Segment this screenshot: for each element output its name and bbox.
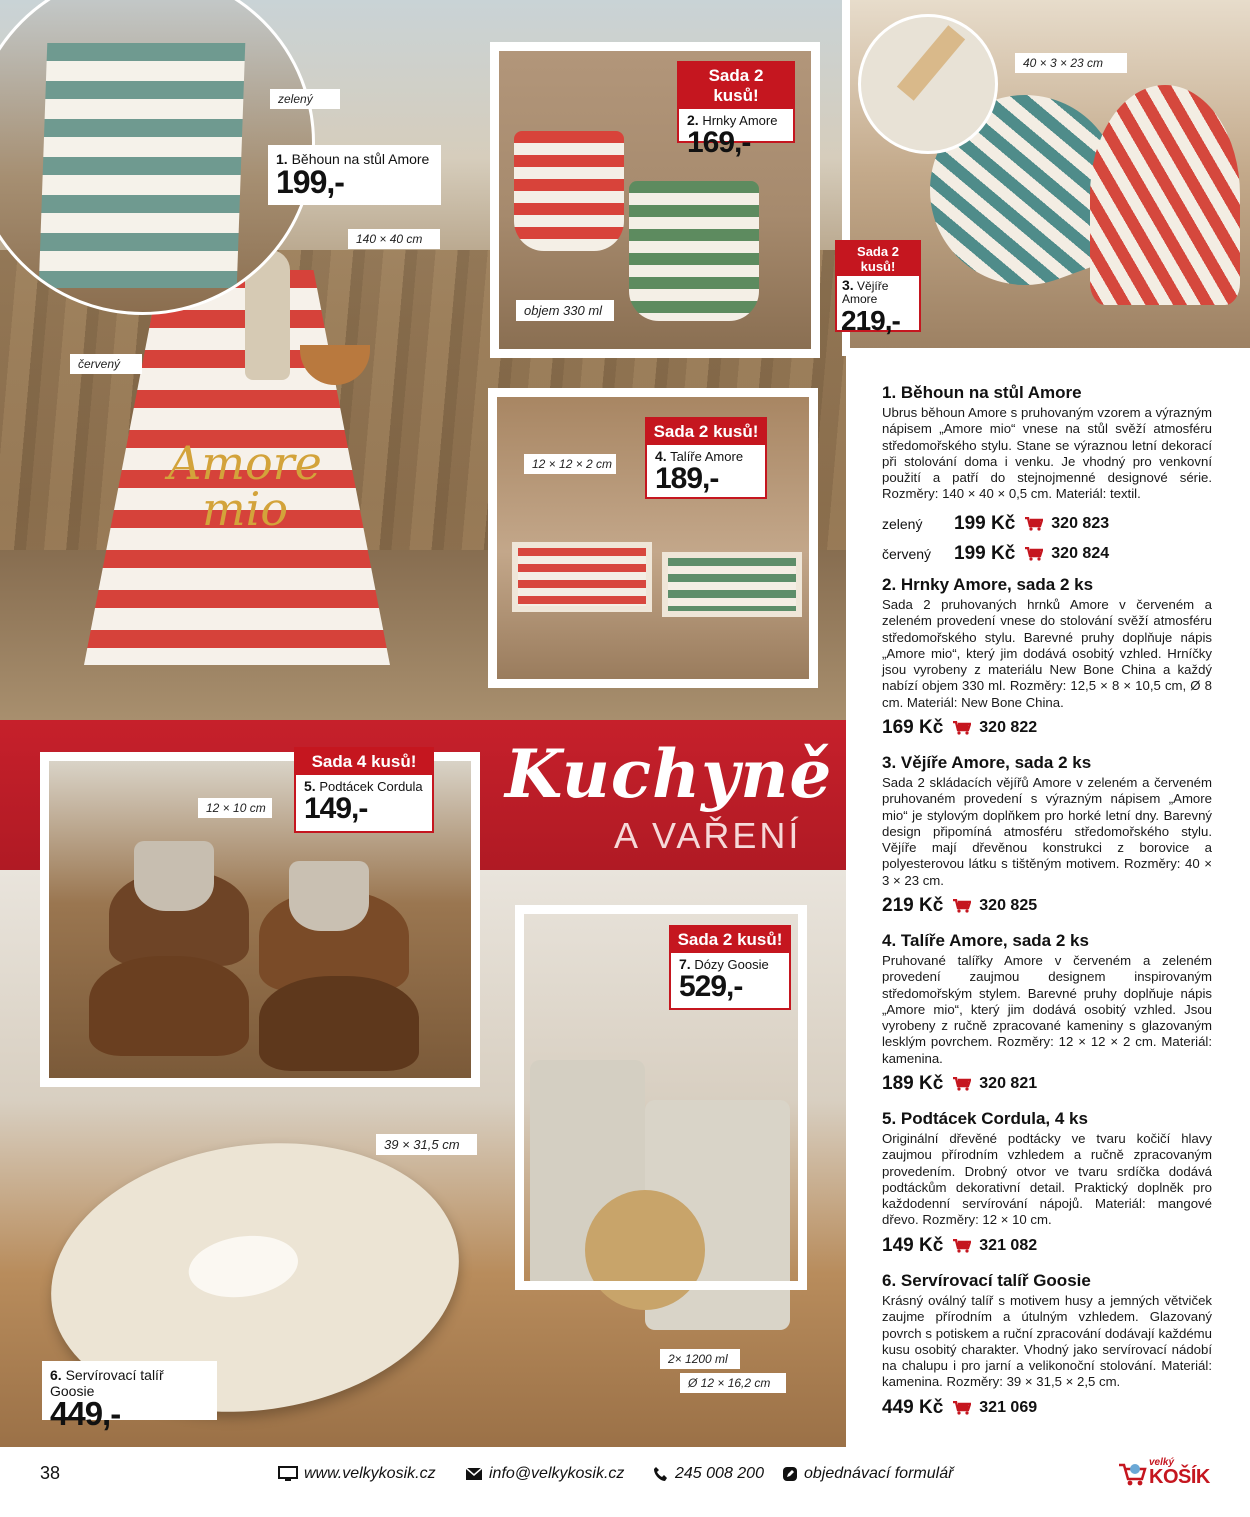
label-coaster-dimensions: 12 × 10 cm	[198, 798, 272, 818]
tag-name	[837, 276, 919, 306]
tag-number: 3.	[842, 277, 854, 293]
red-mug-image	[514, 131, 624, 251]
product-code: 320 821	[979, 1075, 1038, 1093]
envelope-icon	[465, 1467, 483, 1481]
green-mug-image	[629, 181, 759, 321]
variant-label: zelený	[882, 515, 923, 532]
product-description: Sada 2 pruhovaných hrnků Amore v červeném a zeleném provedení vnese do stolování svěží atmosféru středomořského stylu. Barevné pruhy doplňuje nápis „Amore mio“, který jim dodává osobitý vzhled. Hrníčky jsou vyrobeny z materiálu New Bone China a každý nabízí objem 330 ml. Rozměry: 12,5 × 8 × 10,5 cm, Ø 8 cm. Materiál: New Bone China.	[882, 597, 1212, 710]
product-price: 449 Kč	[882, 1396, 944, 1418]
page-number: 38	[40, 1463, 61, 1483]
tag-price: 199,-	[276, 164, 344, 200]
price-row	[882, 1397, 1212, 1419]
tag-set-badge: Sada 2 kusů!	[837, 242, 919, 276]
variant-price: 199 Kč	[954, 542, 1016, 564]
label-tray-dimensions: 39 × 31,5 cm	[376, 1134, 477, 1155]
product-code: 320 824	[1051, 544, 1110, 562]
footer-order-form-link[interactable]	[782, 1465, 953, 1483]
product-title: 3. Vějíře Amore, sada 2 ks	[882, 753, 1092, 772]
price-tag-fans	[835, 240, 921, 336]
price-tag-jars	[669, 925, 791, 1010]
pencil-icon	[782, 1466, 798, 1482]
price-row	[882, 1235, 1212, 1257]
goose-motif	[185, 1229, 302, 1304]
label-jar-dimensions: Ø 12 × 16,2 cm	[680, 1373, 786, 1393]
footer-email-link[interactable]	[465, 1465, 624, 1483]
variant-row-green	[882, 513, 1212, 535]
price-tag-plates	[645, 417, 767, 499]
folded-fans-inset	[858, 14, 998, 154]
label-runner-dimensions: 140 × 40 cm	[348, 229, 440, 249]
product-6-block	[882, 1271, 1212, 1419]
product-4-block	[882, 931, 1212, 1095]
tag-price: 189,-	[655, 462, 719, 495]
tag-name	[42, 1361, 217, 1399]
product-price: 189 Kč	[882, 1073, 944, 1095]
coaster-image-3	[89, 956, 249, 1056]
product-title: 1. Běhoun na stůl Amore	[882, 383, 1082, 402]
cart-icon[interactable]	[953, 1401, 971, 1415]
product-description: Pruhované talířky Amore v červeném a zeleném provedení zaujmou designem inspirovaným středomořským stylem. Barevné pruhy doplňuje nápis „Amore mio“, který jim dodává osobitý vzhled. Jsou vyrobeny z ručně zpracované kameniny s glazovaným lesklým povrchem. Rozměry: 12 × 12 × 2 cm. Materiál: kamenina.	[882, 953, 1212, 1066]
tag-number: 4.	[655, 448, 667, 464]
tag-price: 169,-	[687, 126, 751, 159]
product-title: 5. Podtácek Cordula, 4 ks	[882, 1109, 1088, 1128]
tag-number: 5.	[304, 778, 316, 794]
footer-phone-text: 245 008 200	[675, 1465, 764, 1482]
product-price: 169 Kč	[882, 717, 944, 739]
red-plate-image	[512, 542, 652, 612]
product-5-block	[882, 1109, 1212, 1257]
label-red: červený	[70, 354, 142, 374]
cart-icon[interactable]	[1025, 517, 1043, 531]
variant-row-red	[882, 543, 1212, 565]
tag-product-name: Dózy Goosie	[694, 957, 769, 972]
label-green: zelený	[270, 89, 340, 109]
basket-logo-icon	[1117, 1459, 1147, 1487]
product-description: Krásný oválný talíř s motivem husy a jemných větviček zaujme přírodním a útulným vzhledem. Glazovaný povrch s potiskem a ruční zpracování dodávají každému kusu osobitý charakter. Vhodný jako servírovací nádobí na chalupu i pro jarní a velikonoční stolování. Materiál: kamenina. Rozměry: 39 × 31,5 × 2,5 cm.	[882, 1293, 1212, 1390]
cart-icon[interactable]	[953, 899, 971, 913]
price-tag-runner	[268, 145, 441, 205]
price-tag-mugs	[677, 61, 795, 159]
cart-icon[interactable]	[953, 721, 971, 735]
product-code: 320 823	[1051, 514, 1110, 532]
tag-product-name: Servírovací talíř Goosie	[50, 1367, 164, 1399]
footer-order-form-text: objednávací formulář	[804, 1465, 954, 1482]
logo-small-text: velký	[1149, 1457, 1175, 1468]
footer-web-link[interactable]	[278, 1465, 436, 1483]
tag-price: 449,-	[50, 1395, 121, 1432]
phone-icon	[653, 1466, 669, 1482]
footer	[0, 1447, 1250, 1517]
product-price: 149 Kč	[882, 1234, 944, 1256]
tag-number: 7.	[679, 956, 691, 972]
cart-icon[interactable]	[1025, 547, 1043, 561]
tag-set-badge: Sada 2 kusů!	[679, 63, 793, 109]
runner-script-line-1: Amore	[168, 436, 322, 490]
green-plate-image	[662, 552, 802, 617]
tag-product-name: Hrnky Amore	[702, 113, 778, 128]
cart-icon[interactable]	[953, 1239, 971, 1253]
product-code: 320 825	[979, 897, 1038, 915]
tag-product-name: Vějíře Amore	[842, 279, 889, 306]
runner-script-line-2: mio	[201, 482, 289, 536]
coaster-image-4	[259, 976, 419, 1071]
cart-icon[interactable]	[953, 1077, 971, 1091]
banner-subtitle: A VAŘENÍ	[614, 815, 802, 856]
tag-price: 529,-	[679, 970, 743, 1003]
variant-label: červený	[882, 545, 932, 562]
label-jar-volume: 2× 1200 ml	[660, 1349, 740, 1369]
label-mug-volume: objem 330 ml	[516, 300, 614, 321]
red-fan-image	[1090, 85, 1240, 305]
tag-number: 6.	[50, 1367, 62, 1383]
price-row	[882, 895, 1212, 917]
product-3-block	[882, 753, 1212, 917]
monitor-icon	[278, 1466, 298, 1482]
banner-title: Kuchyně	[505, 735, 833, 813]
runner-script-text	[150, 436, 340, 536]
tag-set-badge: Sada 2 kusů!	[647, 419, 765, 445]
price-tag-tray	[42, 1361, 217, 1432]
tag-product-name: Podtácek Cordula	[319, 779, 423, 794]
tag-number: 2.	[687, 112, 699, 128]
product-title: 4. Talíře Amore, sada 2 ks	[882, 931, 1089, 950]
label-fan-dimensions: 40 × 3 × 23 cm	[1015, 53, 1127, 73]
tag-price: 219,-	[841, 305, 900, 336]
product-description: Ubrus běhoun Amore s pruhovaným vzorem a výrazným nápisem „Amore mio“ vnese na stůl svěží atmosféru středomořského stylu. Stane se výraznou letní dekorací při stolování doma i venku. Je vhodný pro venkovní použití a patří do stejnojmenné designové série. Rozměry: 140 × 40 × 0,5 cm. Materiál: textil.	[882, 405, 1212, 502]
product-code: 321 082	[979, 1236, 1038, 1254]
product-1-block	[882, 383, 1212, 565]
cup-image-2	[289, 861, 369, 931]
tag-price: 149,-	[304, 792, 368, 825]
price-row	[882, 1073, 1212, 1095]
folded-fan-image	[897, 25, 965, 100]
product-description: Originální dřevěné podtácky ve tvaru kočičí hlavy zaujmou přírodním vzhledem a ručně zpracovaným provedením. Drobný otvor ve tvaru srdíčka dodává podtáckům dekorativní detail. Praktický doplněk pro každodenní servírování nápojů. Materiál: mangové dřevo. Rozměry: 12 × 10 cm.	[882, 1131, 1212, 1228]
price-row	[882, 717, 1212, 739]
tag-set-badge: Sada 2 kusů!	[671, 927, 789, 953]
variant-price: 199 Kč	[954, 512, 1016, 534]
product-description: Sada 2 skládacích vějířů Amore v zeleném a červeném pruhovaném provedení s výrazným nápisem „Amore mio“ je stylovým doplňkem pro horké letní dny. Barevný design připomíná atmosféru středomořského stylu. Vějíře mají dřevěnou konstrukci z borovice a polyesterovou látku s tištěným motivem. Rozměry: 40 × 3 × 23 cm.	[882, 775, 1212, 888]
product-2-block	[882, 575, 1212, 739]
price-tag-coasters	[294, 747, 434, 833]
footer-email-text: info@velkykosik.cz	[489, 1465, 625, 1482]
label-plate-dimensions: 12 × 12 × 2 cm	[524, 454, 616, 474]
green-runner-image	[39, 43, 246, 288]
product-code: 321 069	[979, 1398, 1038, 1416]
tag-number: 1.	[276, 151, 288, 167]
footer-web-text: www.velkykosik.cz	[304, 1465, 436, 1482]
tag-set-badge: Sada 4 kusů!	[296, 749, 432, 775]
tag-product-name: Talíře Amore	[670, 449, 744, 464]
footer-phone-link[interactable]	[653, 1465, 764, 1483]
tag-product-name: Běhoun na stůl Amore	[291, 151, 430, 167]
product-title: 6. Servírovací talíř Goosie	[882, 1271, 1091, 1290]
brand-logo	[1115, 1453, 1215, 1493]
product-title: 2. Hrnky Amore, sada 2 ks	[882, 575, 1094, 594]
product-code: 320 822	[979, 719, 1038, 737]
product-price: 219 Kč	[882, 895, 944, 917]
cup-image-1	[134, 841, 214, 911]
logo-big-text: KOŠÍK	[1149, 1466, 1210, 1488]
